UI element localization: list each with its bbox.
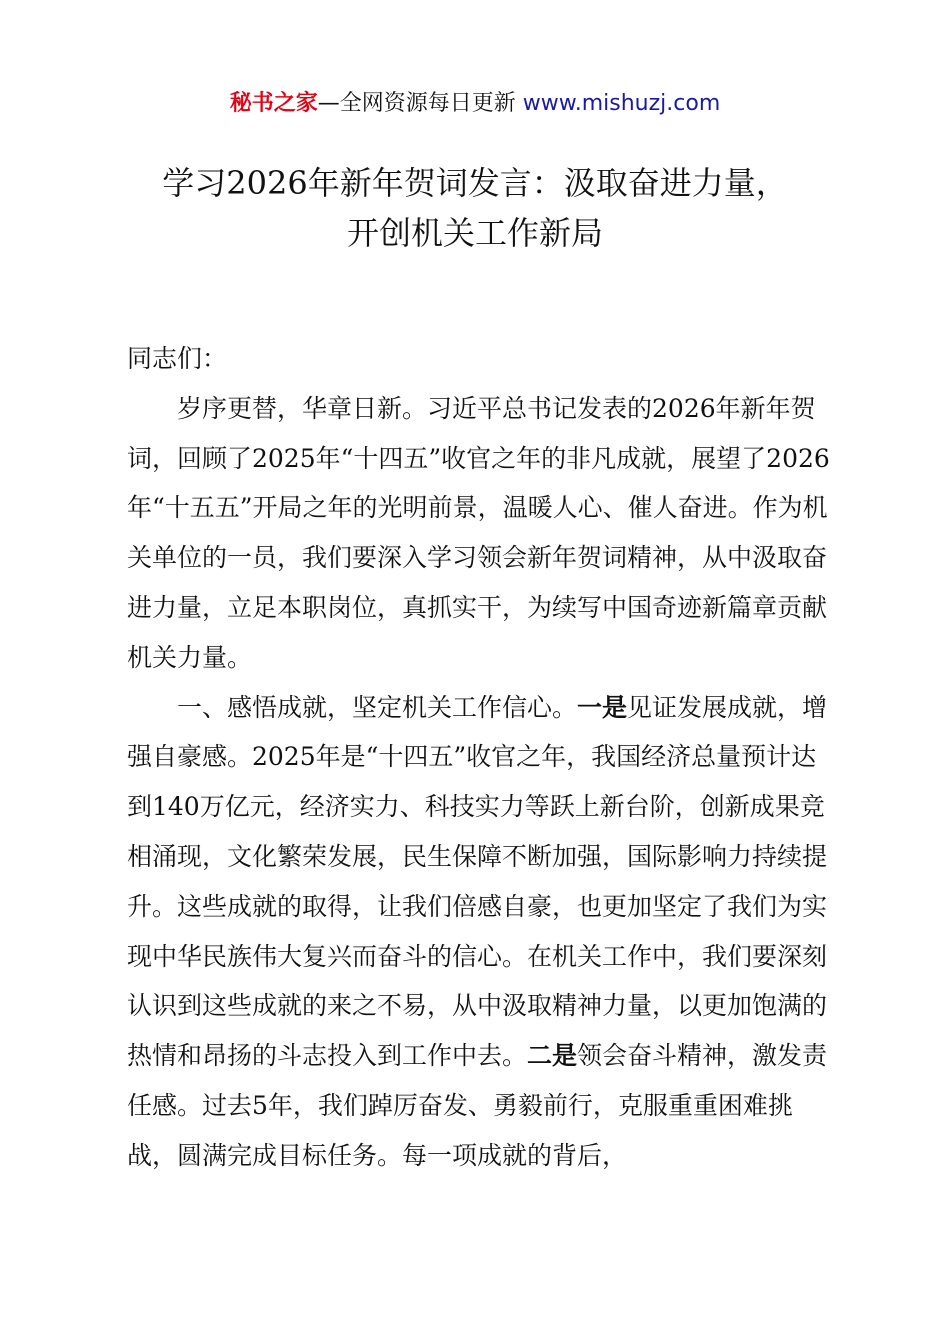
point-one-label: 一是 xyxy=(577,692,628,722)
document-title xyxy=(100,158,850,258)
point-two-text: 领会奋斗精神，激发责任感。过去5年，我们踔厉奋发、勇毅前行，克服重重困难挑战，圆满完成目标任务。每一项成就的背后， xyxy=(127,1041,828,1170)
site-url-link[interactable]: www.mishuzj.com xyxy=(522,91,721,116)
point-one-text: 见证发展成就，增强自豪感。2025年是“十四五”收官之年，我国经济总量预计达到140万亿元，经济实力、科技实力等跃上新台阶，创新成果竞相涌现，文化繁荣发展，民生保障不断加强，国际影响力持续提升。这些成就的取得，让我们倍感自豪，也更加坚定了我们为实现中华民族伟大复兴而奋斗的信心。在机关工作中，我们要深刻认识到这些成就的来之不易，从中汲取精神力量，以更加饱满的热情和昂扬的斗志投入到工作中去。 xyxy=(127,692,828,1071)
document-body xyxy=(127,334,833,1181)
section-heading: 一、感悟成就，坚定机关工作信心。 xyxy=(177,692,578,722)
title-line-1: 学习2026年新年贺词发言：汲取奋进力量， xyxy=(162,164,788,202)
brand-name: 秘书之家 xyxy=(229,91,318,116)
header-tagline: —全网资源每日更新 xyxy=(317,91,516,116)
paragraph-section-one xyxy=(127,683,833,1181)
point-two-label: 二是 xyxy=(527,1041,578,1071)
title-line-2: 开创机关工作新局 xyxy=(346,214,603,252)
salutation: 同志们： xyxy=(127,344,228,373)
paragraph-intro: 岁序更替，华章日新。习近平总书记发表的2026年新年贺词，回顾了2025年“十四五”收官之年的非凡成就，展望了2026年“十五五”开局之年的光明前景，温暖人心、催人奋进。作为机关单位的一员，我们要深入学习领会新年贺词精神，从中汲取奋进力量，立足本职岗位，真抓实干，为续写中国奇迹新篇章贡献机关力量。 xyxy=(127,393,830,672)
site-header xyxy=(0,88,950,120)
